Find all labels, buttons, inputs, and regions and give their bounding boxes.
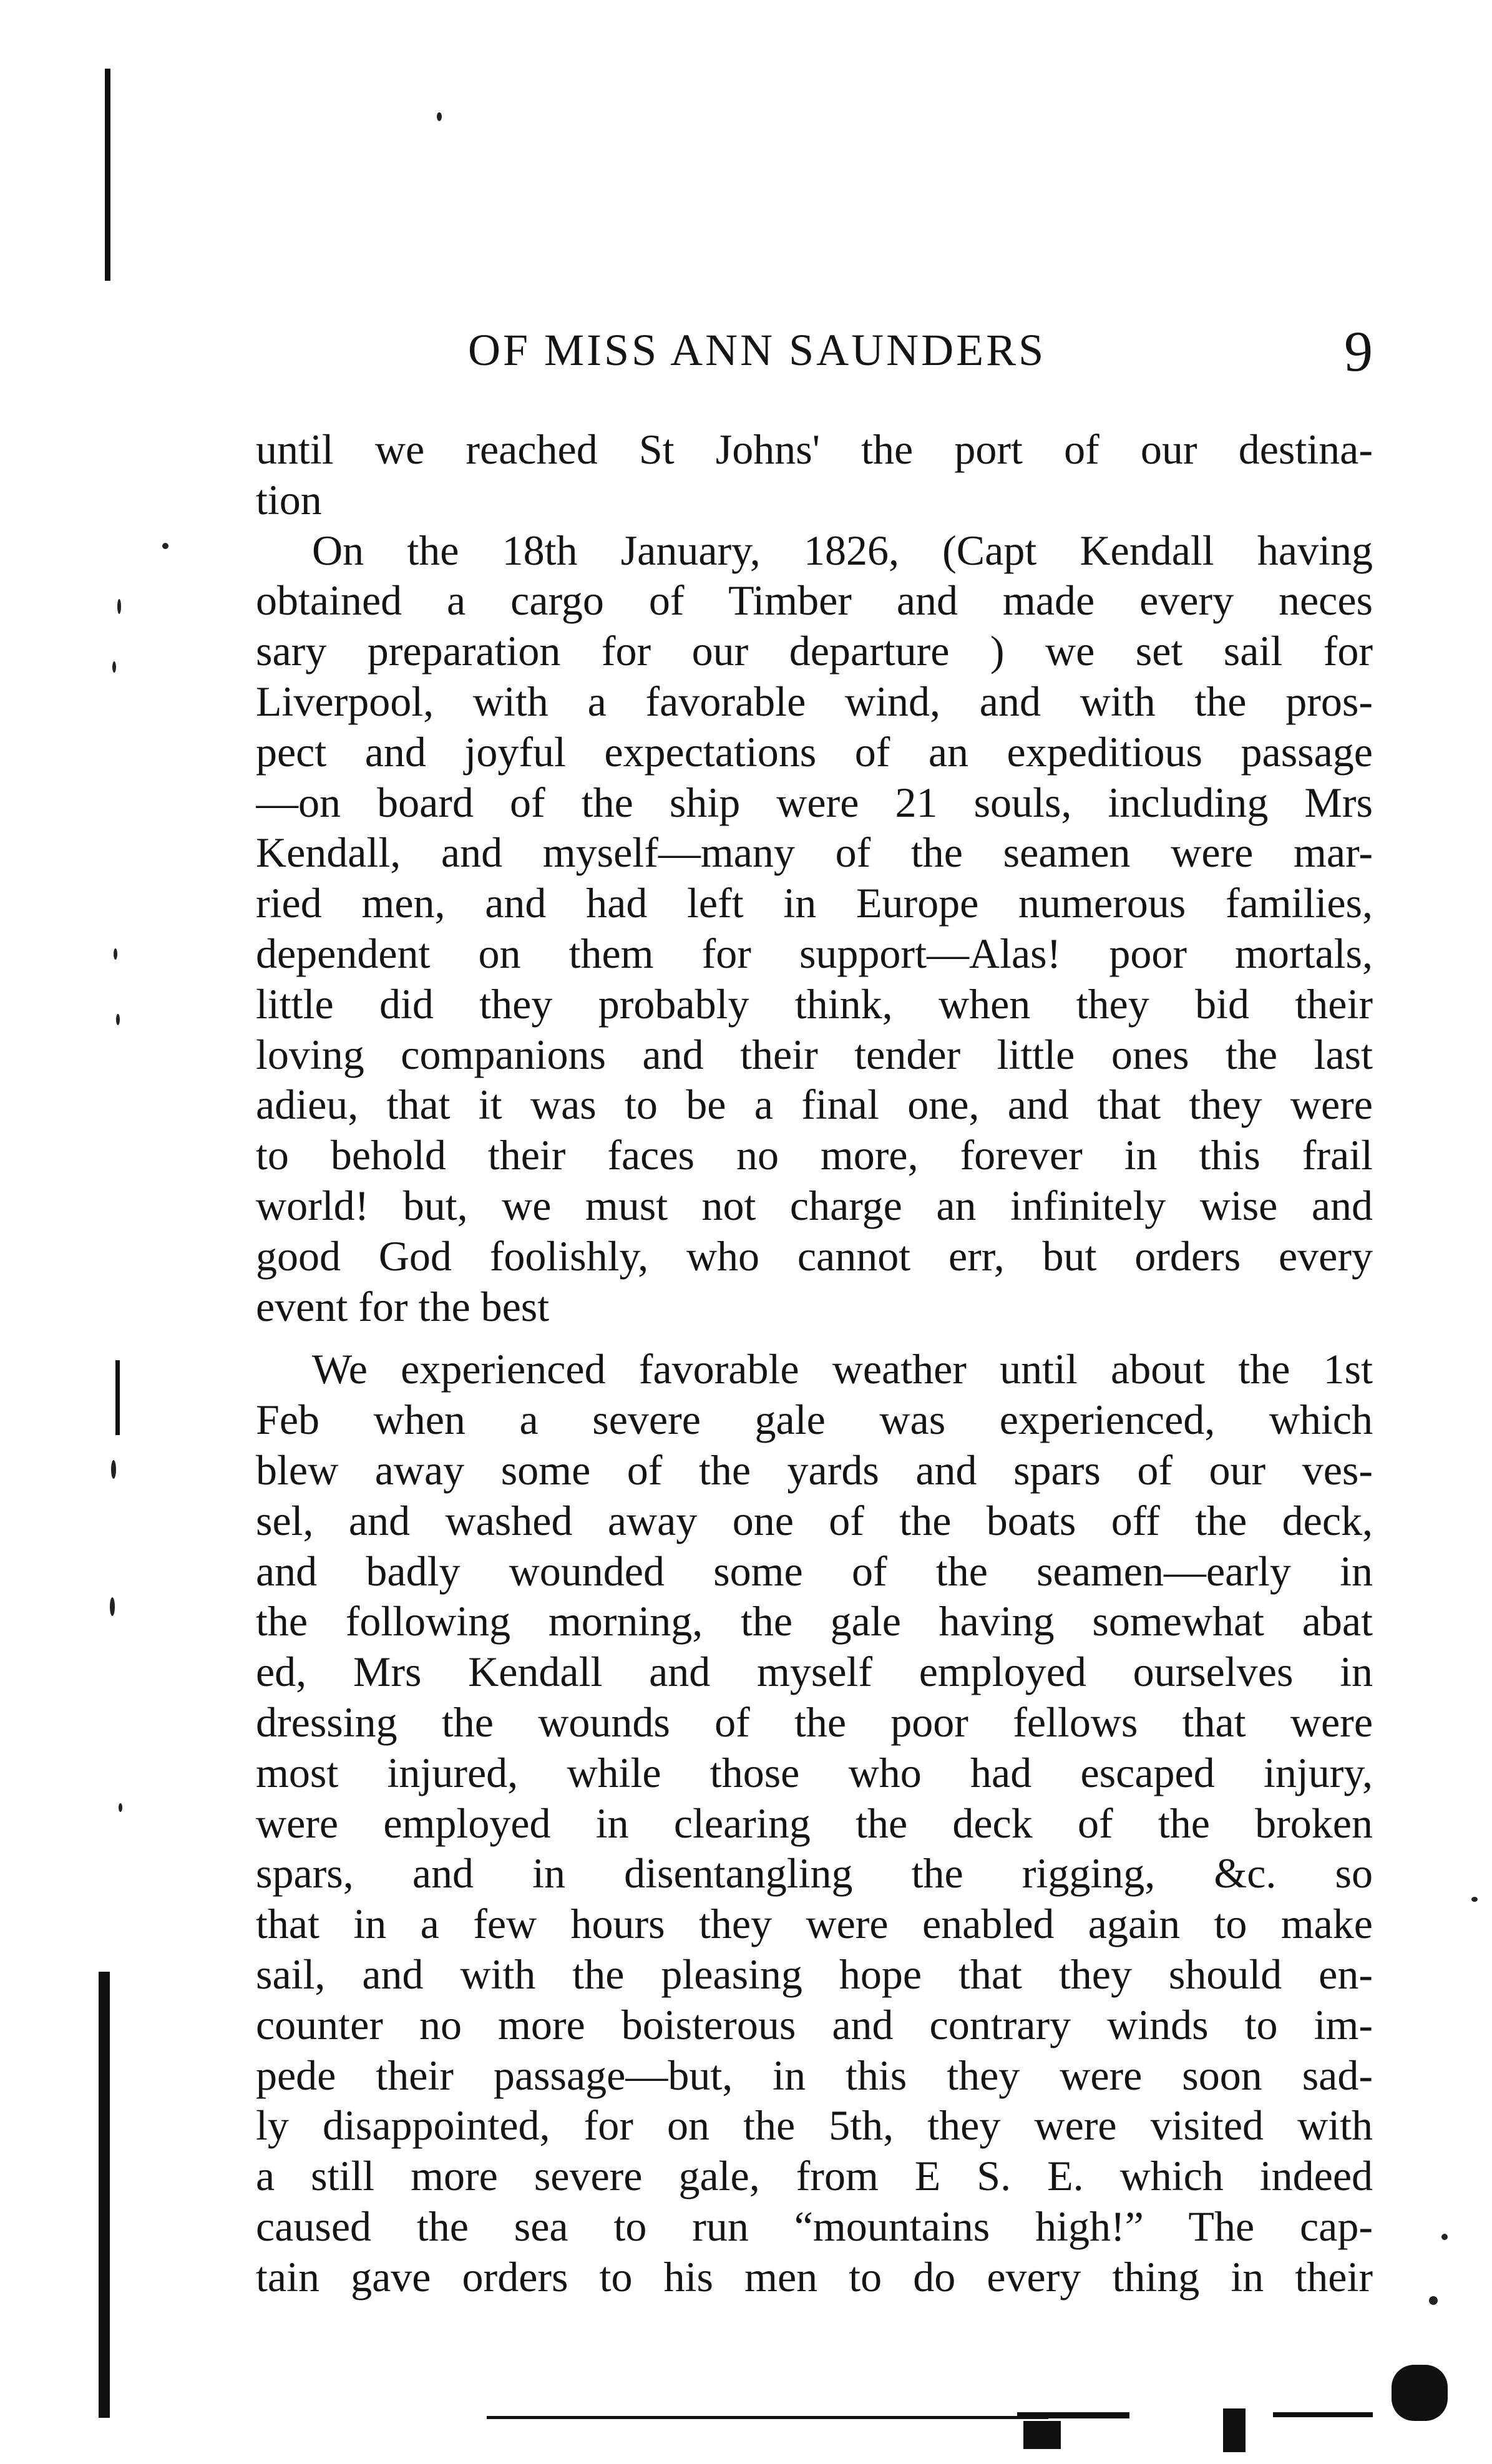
text-line: spars, and in disentangling the rigging, &c. so <box>256 1849 1373 1897</box>
text-line: ly disappointed, for on the 5th, they were visited with <box>256 2101 1373 2150</box>
text-line: and badly wounded some of the seamen—early in <box>256 1547 1373 1595</box>
text-line: event for the best <box>256 1282 550 1330</box>
text-line: sel, and washed away one of the boats off the deck, <box>256 1496 1373 1544</box>
scan-speck <box>116 1014 120 1025</box>
body-text <box>256 424 1373 2302</box>
text-line: the following morning, the gale having somewhat abat <box>256 1597 1373 1645</box>
text-line: dependent on them for support—Alas! poor mortals, <box>256 929 1373 977</box>
text-line: Feb when a severe gale was experienced, which <box>256 1396 1373 1444</box>
text-line: counter no more boisterous and contrary winds to im- <box>256 2000 1373 2048</box>
text-line: a still more severe gale, from E S. E. which indeed <box>256 2152 1373 2200</box>
text-line: dressing the wounds of the poor fellows that were <box>256 1698 1373 1746</box>
text-line: —on board of the ship were 21 souls, including Mrs <box>256 778 1373 826</box>
scan-speck <box>1429 2296 1438 2305</box>
text-line: ried men, and had left in Europe numerous families, <box>256 879 1373 927</box>
text-line: pede their passage—but, in this they were soon sad- <box>256 2051 1373 2099</box>
scan-bottom-block <box>1023 2421 1061 2449</box>
scan-bottom-streak <box>1273 2412 1373 2417</box>
text-line: blew away some of the yards and spars of our ves- <box>256 1446 1373 1494</box>
text-line: obtained a cargo of Timber and made every neces <box>256 577 1373 625</box>
scan-bottom-block <box>1392 2365 1448 2421</box>
page-number: 9 <box>1344 319 1373 383</box>
text-line: good God foolishly, who cannot err, but orders every <box>256 1232 1373 1280</box>
text-line: loving companions and their tender little ones the last <box>256 1030 1373 1078</box>
scan-bottom-streak <box>487 2416 1048 2419</box>
scan-speck <box>162 543 168 549</box>
scan-speck <box>117 599 121 614</box>
text-line: ed, Mrs Kendall and myself employed ourselves in <box>256 1648 1373 1696</box>
scan-bottom-block <box>1223 2408 1246 2452</box>
text-line: adieu, that it was to be a final one, and that they were <box>256 1081 1373 1129</box>
scan-speck <box>119 1803 122 1812</box>
scan-speck <box>111 1460 116 1479</box>
text-line: most injured, while those who had escaped injury, <box>256 1748 1373 1796</box>
text-line: caused the sea to run “mountains high!” The cap- <box>256 2202 1373 2250</box>
text-line: tion <box>256 475 322 523</box>
text-line: Liverpool, with a favorable wind, and with the pros- <box>256 677 1373 725</box>
text-line: pect and joyful expectations of an expeditious passage <box>256 728 1373 776</box>
text-line: Kendall, and myself—many of the seamen were mar- <box>256 829 1373 877</box>
scan-speck <box>1471 1897 1478 1902</box>
text-line: were employed in clearing the deck of the broken <box>256 1799 1373 1847</box>
scan-speck <box>114 948 117 960</box>
scan-speck <box>1441 2234 1448 2240</box>
text-line: sail, and with the pleasing hope that they should en- <box>256 1950 1373 1998</box>
scan-speck <box>437 112 442 121</box>
scan-margin-rule-top <box>105 69 110 281</box>
scan-margin-rule-mid <box>115 1360 120 1435</box>
text-line: world! but, we must not charge an infinitely wise and <box>256 1181 1373 1229</box>
text-line: until we reached St Johns' the port of our destina- <box>256 426 1373 473</box>
text-line: that in a few hours they were enabled again to make <box>256 1900 1373 1948</box>
text-line: sary preparation for our departure ) we set sail for <box>256 627 1373 675</box>
header-title: OF MISS ANN SAUNDERS <box>468 325 1046 375</box>
scan-speck <box>112 661 116 673</box>
scan-margin-rule-bottom <box>99 1972 110 2418</box>
text-line: We experienced favorable weather until about the 1st <box>312 1345 1373 1393</box>
running-header <box>468 318 1373 393</box>
text-line: On the 18th January, 1826, (Capt Kendall having <box>312 526 1373 574</box>
scan-speck <box>110 1597 115 1616</box>
text-line: tain gave orders to his men to do every thing in their <box>256 2252 1373 2301</box>
text-line: to behold their faces no more, forever in this frail <box>256 1131 1373 1179</box>
text-line: little did they probably think, when they bid their <box>256 980 1373 1028</box>
scan-bottom-streak <box>1017 2412 1129 2418</box>
